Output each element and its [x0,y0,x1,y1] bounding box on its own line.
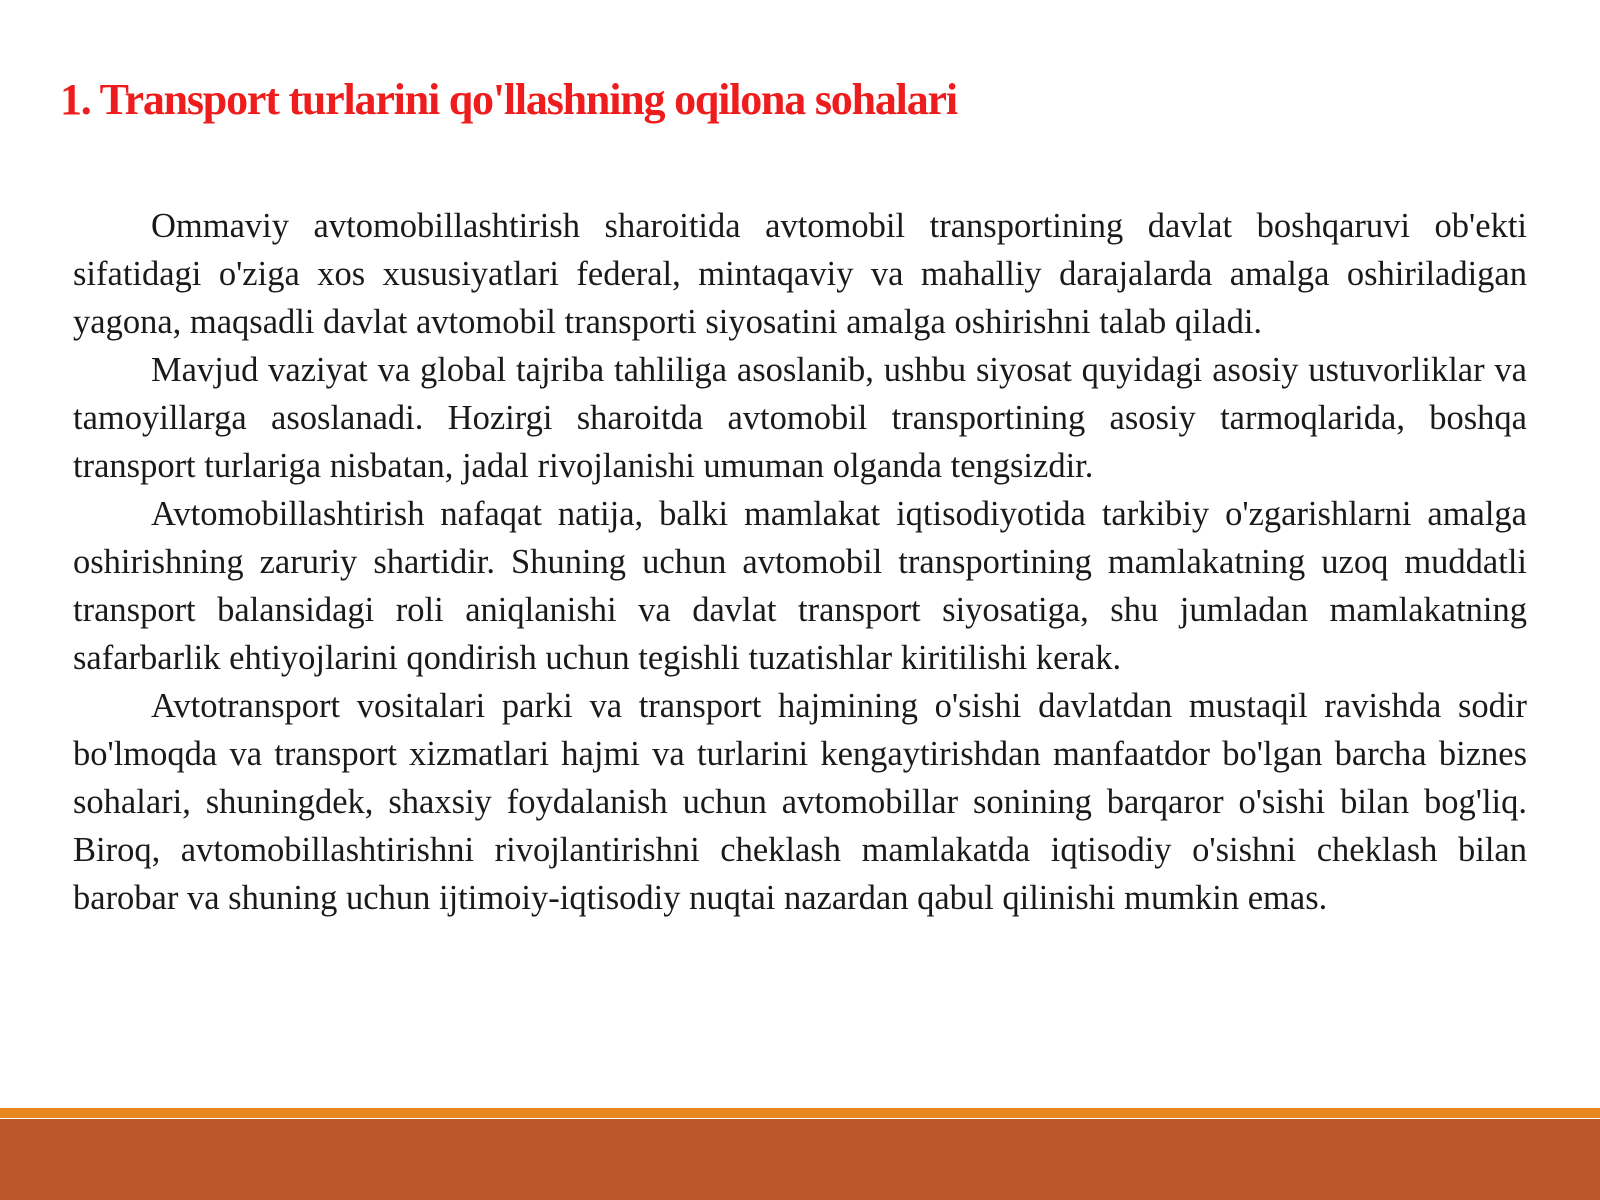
footer-accent-line [0,1108,1600,1118]
body-text [73,202,1527,922]
footer-band [0,1108,1600,1200]
paragraph-3: Avtomobillashtirish nafaqat natija, balki mamlakat iqtisodiyotida tarkibiy o'zgarishlarni amalga oshirishning zaruriy shartidir. Shuning uchun avtomobil transportining mamlakatning uzoq muddatli transport balansidagi roli aniqlanishi va davlat transport siyosatiga, shu jumladan mamlakatning safarbarlik ehtiyojlarini qondirish uchun tegishli tuzatishlar kiritilishi kerak. [73,495,1527,677]
paragraph-4: Avtotransport vositalari parki va transport hajmining o'sishi davlatdan mustaqil ravishda sodir bo'lmoqda va transport xizmatlari hajmi va turlarini kengaytirishdan manfaatdor bo'lgan barcha biznes sohalari, shuningdek, shaxsiy foydalanish uchun avtomobillar sonining barqaror o'sishi bilan bog'liq. Biroq, avtomobillashtirishni rivojlantirishni cheklash mamlakatda iqtisodiy o'sishni cheklash bilan barobar va shuning uchun ijtimoiy-iqtisodiy nuqtai nazardan qabul qilinishi mumkin emas. [73,687,1527,917]
footer-bar [0,1119,1600,1200]
paragraph-2: Mavjud vaziyat va global tajriba tahliliga asoslanib, ushbu siyosat quyidagi asosiy ustuvorliklar va tamoyillarga asoslanadi. Hozirgi sharoitda avtomobil transportining asosiy tarmoqlarida, boshqa transport turlariga nisbatan, jadal rivojlanishi umuman olganda tengsizdir. [73,351,1527,485]
slide-title: 1. Transport turlarini qo'llashning oqilona sohalari [60,75,957,124]
paragraph-1: Ommaviy avtomobillashtirish sharoitida avtomobil transportining davlat boshqaruvi ob'ekti sifatidagi o'ziga xos xususiyatlari federal, mintaqaviy va mahalliy darajalarda amalga oshiriladigan yagona, maqsadli davlat avtomobil transporti siyosatini amalga oshirishni talab qiladi. [73,207,1527,341]
